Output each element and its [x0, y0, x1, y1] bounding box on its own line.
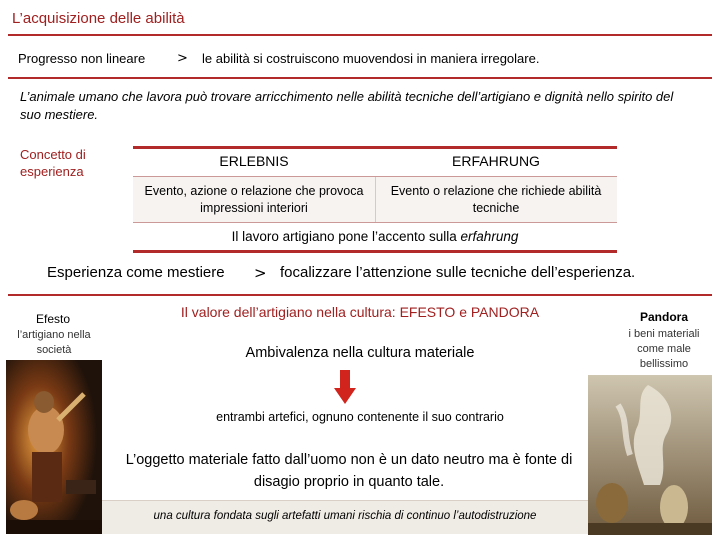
pandora-subtitle: i beni materiali come male bellissimo: [628, 328, 700, 370]
efesto-painting: [6, 360, 102, 534]
pandora-painting: [588, 375, 712, 535]
progresso-separator: >: [177, 51, 188, 66]
title-divider: [8, 34, 712, 36]
footer-border: [102, 500, 588, 501]
mestiere-divider: [8, 294, 712, 296]
valore-title: Il valore dell’artigiano nella cultura: EFESTO e PANDORA: [180, 304, 540, 320]
table-bottom-border: [133, 250, 617, 253]
craft-line-prefix: Il lavoro artigiano pone l’accento sulla: [231, 229, 461, 244]
progresso-text: le abilità si costruiscono muovendosi in maniera irregolare.: [202, 51, 540, 66]
craft-line: [133, 229, 617, 244]
forge-scene-image: [6, 360, 102, 534]
intro-text: L’animale umano che lavora può trovare arricchimento nelle abilità tecniche dell’artigiano e dignità nello spirito del suo mestiere.: [20, 89, 674, 122]
entrambi-text: entrambi artefici, ognuno contenente il suo contrario: [216, 410, 504, 424]
mestiere-text: focalizzare l’attenzione sulle tecniche dell’esperienza.: [280, 264, 636, 281]
erlebnis-header: ERLEBNIS: [219, 153, 289, 169]
mestiere-label: Esperienza come mestiere: [47, 264, 225, 281]
footer-text: una cultura fondata sugli artefatti umani rischia di continuo l’autodistruzione: [153, 510, 537, 522]
oggetto-text: L’oggetto materiale fatto dall’uomo non è un dato neutro ma è fonte di disagio proprio in quanto tale.: [125, 452, 573, 490]
pandora-title: Pandora: [639, 310, 688, 324]
page-title: L’acquisizione delle abilità: [12, 10, 185, 27]
erfahrung-header: ERFAHRUNG: [452, 153, 540, 169]
erfahrung-text: Evento o relazione che richiede abilità tecniche: [390, 184, 602, 215]
table-top-border: [133, 146, 617, 149]
line1-divider: [8, 77, 712, 79]
concetto-label: Concetto di esperienza: [20, 147, 86, 179]
efesto-title: Efesto: [35, 312, 71, 326]
mestiere-separator: >: [254, 264, 267, 282]
down-arrow-icon: [334, 370, 356, 404]
ambivalenza-text: Ambivalenza nella cultura materiale: [245, 345, 475, 361]
efesto-subtitle: l’artigiano nella società: [17, 329, 91, 356]
progresso-label: Progresso non lineare: [18, 51, 146, 66]
table-column-divider: [375, 177, 376, 222]
pandora-scene-image: [588, 375, 712, 535]
craft-line-emph: erfahrung: [460, 229, 519, 244]
erlebnis-text: Evento, azione o relazione che provoca impressioni interiori: [144, 184, 364, 215]
